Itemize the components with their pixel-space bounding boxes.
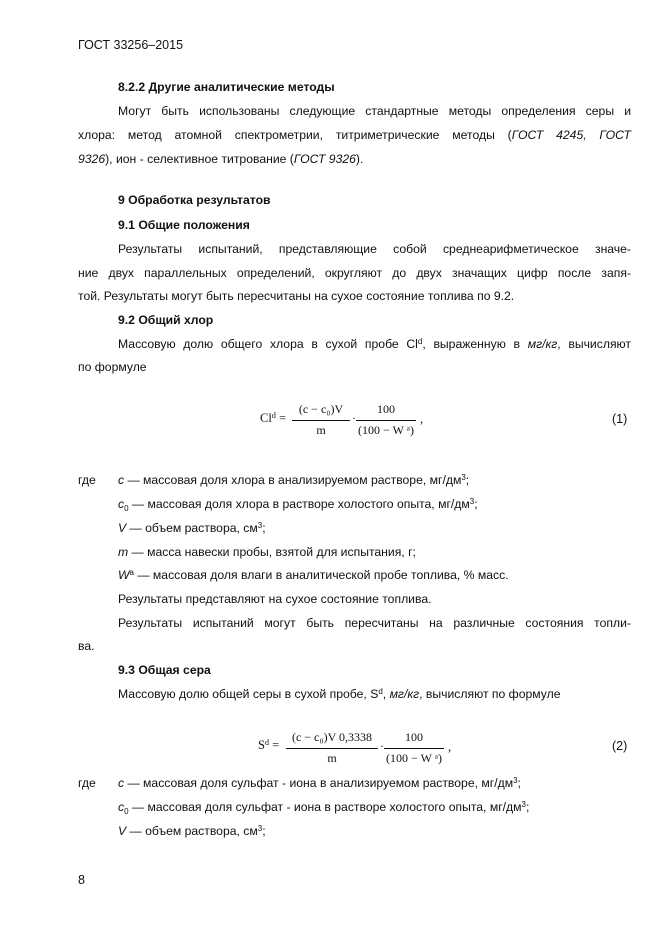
section-9-2-heading: 9.2 Общий хлор (118, 313, 214, 327)
s91-line-2: ние двух параллельных определений, округляют до двух значащих цифр после запя- (78, 266, 631, 280)
formula-1-num1: (c − c₀)V (298, 402, 344, 416)
s91-line-1: Результаты испытаний, представляющие собой среднеарифметическое значе- (118, 242, 631, 256)
section-8-2-2-heading: 8.2.2 Другие аналитические методы (118, 80, 335, 94)
def-c: c — массовая доля хлора в анализируемом растворе, $мг/дм^3$; (118, 473, 470, 487)
formula-1-bar1 (292, 420, 350, 421)
formula-1-lhs: Cl$^d$ = (260, 411, 286, 425)
formula-2-dot: · (380, 739, 384, 753)
s93-line-1: Массовую долю общей серы в сухой пробе, $S^d$, мг/кг, вычисляют по формуле (118, 687, 561, 701)
formula-2-bar2 (384, 748, 444, 749)
s92-line-2: по формуле (78, 360, 147, 374)
formula-2-den1: m (327, 751, 337, 765)
s91-line-3: той. Результаты могут быть пересчитаны на сухое состояние топлива по 9.2. (78, 289, 515, 303)
formula-2-lhs: $S^d$ = (258, 738, 280, 752)
def-m: m — масса навески пробы, взятой для испытания, г; (118, 545, 416, 559)
s92-note-3: ва. (78, 639, 95, 653)
def-wa: $W^a$ — массовая доля влаги в аналитической пробе топлива, % масс. (118, 568, 509, 582)
formula-1-den1: m (316, 423, 326, 437)
formula-1-num2: 100 (377, 402, 395, 416)
formula-1-dot: · (352, 411, 356, 425)
def-c0: $c_0$ — массовая доля хлора в растворе холостого опыта, $мг/дм^3$; (118, 497, 478, 513)
formula-1-tail: , (420, 412, 424, 426)
def-v: V — объем раствора, $см^3$; (118, 824, 266, 838)
def-c0: $c_0$ — массовая доля сульфат - иона в растворе холостого опыта, $мг/дм^3$; (118, 800, 530, 816)
s92-note-2: Результаты испытаний могут быть пересчитаны на различные состояния топли- (118, 616, 631, 630)
section-9-1-heading: 9.1 Общие положения (118, 218, 250, 232)
where-label: где (78, 473, 96, 487)
page-number: 8 (78, 873, 85, 887)
document-header: ГОСТ 33256–2015 (78, 38, 184, 52)
formula-2-number: (2) (612, 739, 628, 753)
s92-line-1: Массовую долю общего хлора в сухой пробе Cl$^d$, выраженную в мг/кг, вычисляют (118, 337, 631, 351)
formula-2-bar1 (286, 748, 378, 749)
formula-1-number: (1) (612, 412, 628, 426)
formula-2-den2: (100 − W ᵃ) (386, 751, 442, 765)
gost-ref: ГОСТ 9326 (293, 152, 356, 166)
s822-line-2: хлора: метод атомной спектрометрии, титриметрические методы (ГОСТ 4245, ГОСТ (78, 128, 631, 142)
formula-2-num2: 100 (405, 730, 423, 744)
formula-1-bar2 (356, 420, 416, 421)
s822-line-1: Могут быть использованы следующие стандартные методы определения серы и (118, 104, 631, 118)
def-c: c — массовая доля сульфат - иона в анализируемом растворе, $мг/дм^3$; (118, 776, 521, 790)
formula-1-den2: (100 − W ᵃ) (358, 423, 414, 437)
section-9-heading: 9 Обработка результатов (118, 193, 271, 207)
gost-ref: ГОСТ 4245, ГОСТ (511, 128, 631, 142)
def-v: V — объем раствора, $см^3$; (118, 521, 266, 535)
formula-2-tail: , (448, 740, 452, 754)
s92-note-1: Результаты представляют на сухое состояние топлива. (118, 592, 432, 606)
s822-line-3: 9326), ион - селективное титрование (ГОСТ 9326). (78, 152, 364, 166)
formula-2-num1: (c − c₀)V 0,3338 (291, 730, 373, 744)
where-label: где (78, 776, 96, 790)
section-9-3-heading: 9.3 Общая сера (118, 663, 211, 677)
